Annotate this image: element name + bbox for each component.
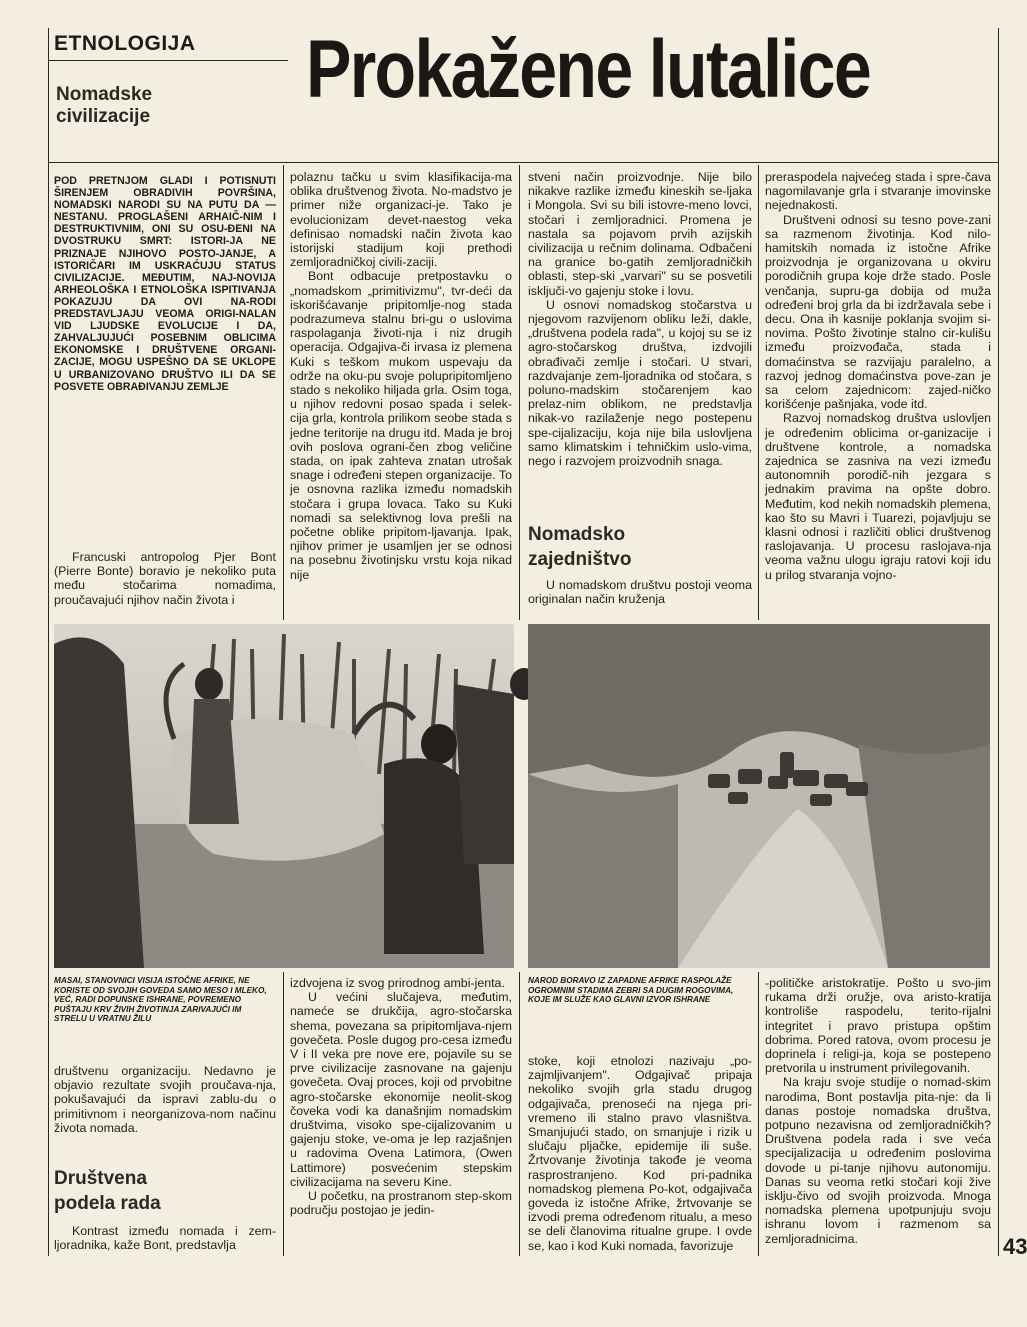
subsection-line-2: civilizacije [56, 106, 151, 127]
photo-cattle-herd [528, 624, 990, 968]
subhead-drustvena-line-1: Društvena [54, 1168, 147, 1189]
col3-bottom-paragraph: stoke, koji etnolozi nazivaju „po-zajmljivanjem". Odgajivač pripaja nekoliko svojih grla stadu drugog odgajivača, prenoseći na njega pri-vremeno ili stalno pravo vlasništva. Smanjujući stado, on smanjuje i rizik u slučaju pljačke, epidemije ili suše. Žrtvovanje životinja takođe je veoma rasprostranjeno. Kod pri-padnika nomadskog plemena Po-kot, odgajivača goveda iz istočne Afrike, žrtvovanje se izvodi prema određenom ritualu, a meso se deli članovima ritualne grupe. I ovde se, kao i kod Kuki nomada, favorizuje [528, 1054, 752, 1253]
col4-top-text [765, 170, 991, 618]
col1-bottom-text [54, 1064, 276, 1138]
rule-col-3-4-bottom [758, 972, 759, 1256]
col3-top-paragraph-2: U osnovi nomadskog stočarstva u njegovom razvijenom obliku leži, dakle, „društvena podela rada", u kojoj su se iz agro-stočarskog društva, izdvojili obrađivači zemlje i stočari. U stvari, razdvajanje zem-ljoradnika od stočara, s poluno-madskim stočarenjem kao prelaz-nim oblikom, ne predstavlja nikak-vo razilaženje nego postepenu spe-cijalizaciju, koja nije bila uslovljena samo klimatskim i tehničkim uslo-vima, nego i razvojem proizvodnih snaga. [528, 297, 752, 469]
col3-bottom-text [528, 1054, 752, 1258]
col2-bottom-paragraph-1: izdvojena iz svog prirodnog ambi-jenta. [290, 976, 505, 990]
col4-top-paragraph-3: Razvoj nomadskog društva uslovljen je određenim oblicima or-ganizacije i društvene kontrole, a nomadska zajednica se zasniva na vezi između autonomnih porodič-nih jezgara s jednakim pravima na opšte dobro. Međutim, kod nekih nomadskih plemena, kao što su Mavri i Tuarezi, pojavljuju se klasni odnosi i različiti oblici društvenog raslojavanja. U procesu raslojava-nja veoma važnu ulogu igraju ratovi koji idu u prilog stvaranja vojno- [765, 411, 991, 582]
rule-col-2-3 [519, 165, 520, 620]
col1-after-subhead-paragraph: Kontrast između nomada i zem-ljoradnika, kaže Bont, predstavlja [54, 1224, 276, 1253]
rule-left-margin [48, 28, 49, 1256]
subhead-drustvena-podela-rada [54, 1166, 276, 1216]
rule-right-margin [998, 28, 999, 1256]
subhead-nomadsko-line-2: zajedništvo [528, 549, 632, 570]
col2-bottom-paragraph-2: U većini slučajeva, međutim, nameće se drukčija, agro-stočarska shema, povezana sa pripitomljava-njem govečeta. Posle dugog pro-cesa između V i II veka pre nove ere, pojavile su se prve civilizacije zasnovane na gajenju govečeta. Ovaj proces, koji od prvobitne agro-stočarske ekonomije neolit-skog čoveka vodi ka današnjim nomadskim društvima, visoko spe-cijalizovanim u gajenju stoke, ve-oma je lep razjašnjen u radovima Ovena Latimora, (Owen Lattimore) posvećenim stepskim civilizacijama na severu Kine. [290, 990, 512, 1189]
photo-masai-cattle [54, 624, 514, 968]
col2-top-text [290, 170, 512, 618]
subsection-line-1: Nomadske [56, 84, 153, 105]
col3-after-subhead-text [528, 578, 752, 618]
page-number: 43 [1003, 1234, 1027, 1259]
col4-top-paragraph-1: preraspodela najvećeg stada i spre-čava nagomilavanje grla i stvaranje imovinske nejednakosti. [765, 170, 991, 213]
col3-top-text [528, 170, 752, 500]
caption-cattle-herd: NAROD BORAVO IZ ZAPADNE AFRIKE RASPOLAŽE OGROMNIM STADIMA ZEBRI SA DUGIM ROGOVIMA, KOJE IM SLUŽE KAO GLAVNI IZVOR ISHRANE [528, 976, 734, 1005]
col2-bottom-text [290, 976, 512, 1258]
col2-top-paragraph-2: Bont odbacuje pretpostavku o „nomadskom „primitivizmu", tvr-deći da iskorišćavanje pripitomlje-nog stada podrazumeva stalnu bri-gu o uslovima raspolaganja životi-nja i niz drugih operacija. Odgajiva-či irvasa iz plemena Kuki s teškom mukom uspevaju da održe na oku-pu svoje polupripitomljeno stado s nekoliko hiljada grla. Osim toga, u njihov redovni posao spada i selek-cija grla, kontrola prilikom seobe stada s jedne teritorije na drugu itd. Mada je broj ovih poslova ograni-čen zbog veličine stada, on ipak zahteva znatan utrošak snage i određeni stepen organizacije. To je osnovna razlika između nomadskih stočara i grupa lovaca. Tako su Kuki nomadi sa selektivnog lova prešli na početne oblike pripitom-ljavanja. Ipak, njihov primer je usamljen jer se odnosi na posebnu životinjsku vrstu koja nikad nije [290, 269, 512, 582]
col3-after-subhead-paragraph: U nomadskom društvu postoji veoma originalan način kruženja [528, 578, 752, 607]
col1-top-text [54, 550, 276, 616]
col4-bottom-paragraph-1: -političke aristokratije. Pošto u svo-jim rukama drži oružje, ova aristo-kratija kontroliše raspodelu, terito-rijalni integritet i pravo pristupa opštim dobrima. Pored ratova, ovom procesu je doprinela i religi-ja, koja se postepeno pretvorila u instrument privilegovanih. [765, 976, 991, 1076]
col2-bottom-paragraph-3: U početku, na prostranom step-skom području postojao je jedin- [290, 1189, 512, 1218]
rule-col-1-2-bottom [283, 972, 284, 1256]
lead-paragraph: POD PRETNJOM GLADI I POTISNUTI ŠIRENJEM OBRADIVIH POVRŠINA, NOMADSKI NARODI SU NA PUTU DA — NESTANU. PROGLAŠENI ARHAIČ-NIM I DESTRUKTIVNIM, ONI SU OSU-ĐENI NA DVOSTRUKU SMRT: ISTORI-JA NE PRIZNAJE NJIHOVO POSTO-JANJE, A ISTORIČARI IM USKRAĆUJU STATUS CIVILIZACIJE. MEĐUTIM, NAJ-NOVIJA ARHEOLOŠKA I ETNOLOŠKA ISPITIVANJA POKAZUJU DA OVI NA-RODI PREDSTAVLJAJU VEOMA ORIGI-NALAN VID LJUDSKE EVOLUCIJE I DA, ZAHVALJUJUĆI POSEBNIM OBLICIMA EKONOMSKE I DRUŠTVENE ORGANI-ZACIJE, MOGU USPEŠNO DA SE UKLOPE U URBANIZOVANO DRUŠTVO ILI DA SE POSVETE OBRAĐIVANJU ZEMLJE [54, 175, 276, 393]
subhead-nomadsko-line-1: Nomadsko [528, 524, 626, 545]
photo-herd-illustration [528, 624, 990, 968]
subhead-nomadsko-zajednistvo [528, 522, 752, 572]
rule-col-3-4 [758, 165, 759, 620]
rule-col-2-3-bottom [519, 972, 520, 1256]
section-label: ETNOLOGIJA [54, 32, 196, 55]
col1-after-subhead-text [54, 1224, 276, 1258]
col4-bottom-paragraph-2: Na kraju svoje studije o nomad-skim narodima, Bont postavlja pita-nje: da li danas postoje nomadska društva, potpuno nezavisna od zemljoradničkih? Društvena podela rada i sve veća specijalizacija u određenim poslovima dovode u pi-tanje njihovu autonomiju. Danas su veoma retki stočari koji žive isklju-čivo od svojih proizvoda. Mnoga nomadska plemena upotpunjuju svoju ishranu lovom i razmenom sa zemljoradnicima. [765, 1075, 991, 1246]
col2-top-paragraph-1: polaznu tačku u svim klasifikacija-ma oblika društvenog života. No-madstvo je primer niže organizaci-je. Tako je evolucionizam devet-naestog veka definisao nomadski način života kao istorijski stadijum koji prethodi zemljoradničkoj civili-zaciji. [290, 170, 512, 270]
col1-top-paragraph: Francuski antropolog Pjer Bont (Pierre Bonte) boravio je nekoliko puta među stočarima nomadima, proučavajući njihov način života i [54, 550, 276, 607]
rule-col-1-2 [283, 165, 284, 620]
rule-section-label [48, 60, 288, 61]
col3-top-paragraph-1: stveni način proizvodnje. Nije bilo nikakve razlike između kineskih se-ljaka i Mongola. Svi su bili istovre-meno lovci, stočari i zemljoradnici. Promena je nastala sa pojavom prvih azijskih civilizacija u rečnim dolinama. Odbačeni na granice bo-gatih zemljoradničkih oblasti, step-ski „varvari" su se posvetili isključi-vo gajenju stoke i lovu. [528, 170, 752, 298]
col4-bottom-text [765, 976, 991, 1258]
rule-header-bottom [48, 162, 998, 163]
col4-top-paragraph-2: Društveni odnosi su tesno pove-zani sa razmenom životinja. Kod nilo-hamitskih nomada iz istočne Afrike proizvodnja je organizovana u okviru porodičnih grupa koje drže stado. Posle venčanja, supru-ga dobija od muža određeni broj grla da bi izdržavala sebe i decu. Ona ih kasnije poklanja svojim si-novima. Pošto životinje stalno cir-kulišu između proizvođača, stada i domaćinstva se razvijaju paralelno, a razvoj jednog domaćinstva pove-zan je sa celom zajednicom: zajed-ničko korišćenje pašnjaka, vode itd. [765, 212, 991, 412]
photo-masai-illustration [54, 624, 514, 968]
subhead-drustvena-line-2: podela rada [54, 1193, 161, 1214]
col1-bottom-paragraph: društvenu organizaciju. Nedavno je objavio rezultate svojih proučava-nja, pokušavajući da ispravi zablu-du o primitivnom i neorganizova-nom načinu života nomada. [54, 1064, 276, 1135]
article-title: Prokažene lutalice [306, 24, 871, 115]
caption-masai: MASAI, STANOVNICI VISIJA ISTOČNE AFRIKE, NE KORISTE OD SVOJIH GOVEDA SAMO MESO I MLEKO, VEĆ, RADI DOPUNSKE ISHRANE, POVREMENO PUŠTAJU KRV ŽIVIH ŽIVOTINJA ZARIVAJUĆI IM STRELU U VRATNU ŽILU [54, 976, 267, 1024]
subsection-label [56, 84, 152, 128]
